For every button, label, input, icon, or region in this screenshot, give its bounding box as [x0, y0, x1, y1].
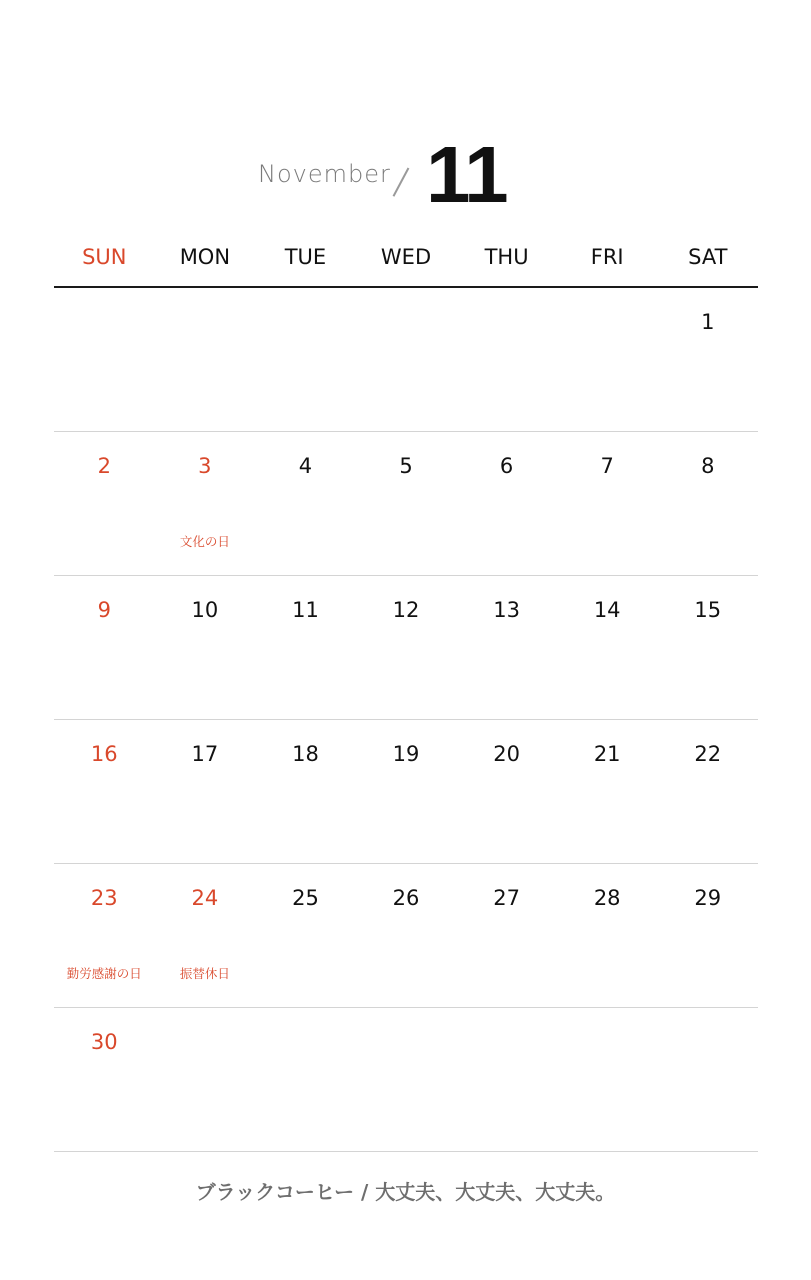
day-number: 4 [298, 454, 313, 478]
weekday-sun: SUN [82, 245, 127, 269]
day-number: 13 [493, 598, 520, 622]
day-number: 2 [97, 454, 111, 478]
empty-day-cell [657, 1008, 758, 1151]
week-row [54, 720, 758, 864]
empty-day-cell [255, 1008, 356, 1151]
day-cell[interactable] [356, 720, 457, 863]
day-number: 21 [593, 742, 621, 766]
weekday-thu: THU [484, 245, 529, 269]
slash-divider [393, 168, 409, 197]
day-cell[interactable] [255, 576, 356, 719]
day-cell[interactable] [155, 432, 256, 575]
day-number: 26 [392, 886, 420, 910]
day-cell[interactable] [255, 720, 356, 863]
day-cell[interactable] [557, 576, 658, 719]
day-cell[interactable] [657, 720, 758, 863]
day-number: 28 [593, 886, 621, 910]
week-row [54, 864, 758, 1008]
day-number: 15 [694, 598, 722, 622]
day-cell[interactable] [356, 864, 457, 1007]
empty-day-cell [456, 288, 557, 431]
month-number: 11 [426, 130, 507, 219]
holiday-label: 文化の日 [179, 534, 230, 549]
day-number: 9 [97, 598, 111, 622]
day-cell[interactable] [456, 720, 557, 863]
day-number: 30 [90, 1030, 118, 1054]
empty-day-cell [557, 288, 658, 431]
holiday-label: 振替休日 [179, 966, 230, 981]
weekday-fri: FRI [590, 245, 624, 269]
day-cell[interactable] [456, 432, 557, 575]
empty-day-cell [255, 288, 356, 431]
day-number: 3 [198, 454, 212, 478]
empty-day-cell [356, 1008, 457, 1151]
day-number: 10 [191, 598, 219, 622]
weekday-header-row [54, 236, 758, 288]
weekday-mon: MON [179, 245, 231, 269]
footer-caption: ブラックコーヒー / 大丈夫、大丈夫、大丈夫。 [195, 1180, 616, 1204]
day-cell[interactable] [456, 576, 557, 719]
day-number: 29 [694, 886, 722, 910]
day-cell[interactable] [54, 720, 155, 863]
day-number: 22 [694, 742, 722, 766]
day-number: 16 [90, 742, 118, 766]
week-row [54, 1008, 758, 1152]
empty-day-cell [54, 288, 155, 431]
empty-day-cell [155, 288, 256, 431]
day-number: 8 [701, 454, 715, 478]
day-cell[interactable] [54, 576, 155, 719]
day-number: 12 [392, 598, 420, 622]
day-cell[interactable] [155, 720, 256, 863]
day-cell[interactable] [255, 432, 356, 575]
day-number: 6 [499, 454, 514, 478]
day-cell[interactable] [54, 1008, 155, 1151]
day-number: 24 [191, 886, 219, 910]
day-cell[interactable] [54, 432, 155, 575]
empty-day-cell [456, 1008, 557, 1151]
day-number: 7 [600, 454, 614, 478]
day-cell[interactable] [657, 288, 758, 431]
weekday-tue: TUE [284, 245, 327, 269]
day-number: 27 [493, 886, 520, 910]
day-number: 1 [701, 310, 715, 334]
day-number: 17 [191, 742, 219, 766]
day-cell[interactable] [356, 576, 457, 719]
day-number: 14 [593, 598, 621, 622]
empty-day-cell [557, 1008, 658, 1151]
day-number: 5 [399, 454, 413, 478]
day-cell[interactable] [557, 864, 658, 1007]
holiday-label: 勤労感謝の日 [66, 966, 142, 981]
week-row [54, 432, 758, 576]
day-cell[interactable] [557, 432, 658, 575]
day-cell[interactable] [657, 864, 758, 1007]
day-number: 18 [292, 742, 319, 766]
month-name: November [258, 160, 391, 188]
day-number: 11 [292, 598, 319, 622]
day-cell[interactable] [255, 864, 356, 1007]
day-number: 23 [90, 886, 118, 910]
day-number: 19 [392, 742, 420, 766]
day-number: 20 [493, 742, 520, 766]
day-cell[interactable] [657, 576, 758, 719]
weekday-wed: WED [380, 245, 432, 269]
empty-day-cell [356, 288, 457, 431]
day-cell[interactable] [356, 432, 457, 575]
calendar-header [0, 130, 811, 220]
day-cell[interactable] [155, 576, 256, 719]
week-row [54, 576, 758, 720]
day-cell[interactable] [155, 864, 256, 1007]
day-cell[interactable] [557, 720, 658, 863]
day-number: 25 [292, 886, 319, 910]
day-cell[interactable] [657, 432, 758, 575]
calendar-grid [54, 288, 758, 1152]
week-row [54, 288, 758, 432]
weekday-sat: SAT [688, 245, 728, 269]
day-cell[interactable] [54, 864, 155, 1007]
day-cell[interactable] [456, 864, 557, 1007]
empty-day-cell [155, 1008, 256, 1151]
